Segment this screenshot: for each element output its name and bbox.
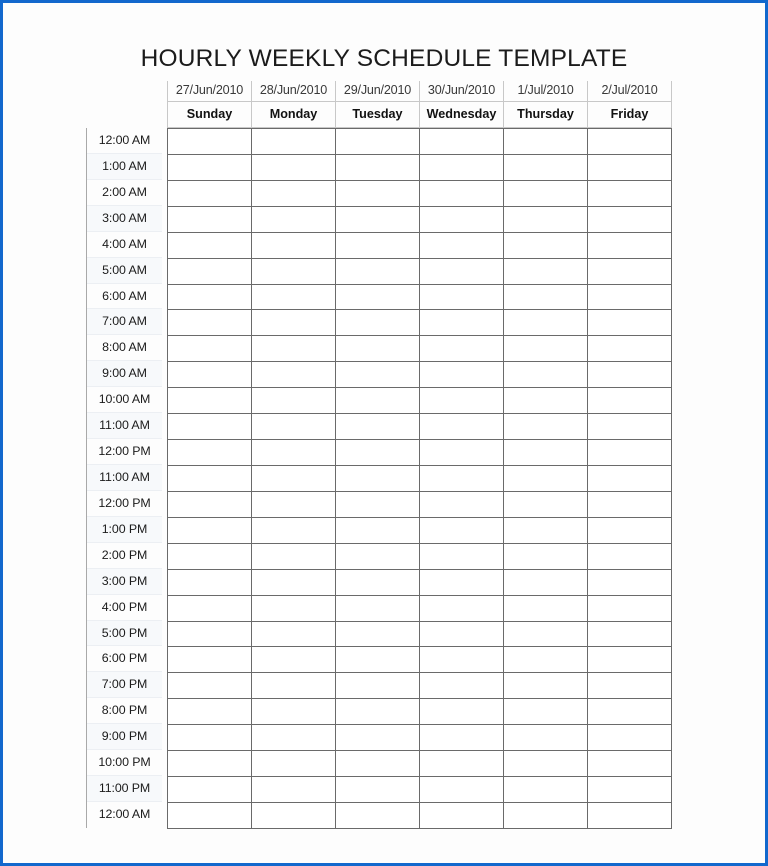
schedule-row: [168, 259, 672, 285]
schedule-cell[interactable]: [504, 181, 588, 207]
schedule-cell[interactable]: [420, 129, 504, 155]
schedule-cell[interactable]: [168, 388, 252, 414]
schedule-cell[interactable]: [168, 699, 252, 725]
schedule-cell[interactable]: [504, 725, 588, 751]
schedule-cell[interactable]: [252, 466, 336, 492]
schedule-cell[interactable]: [252, 544, 336, 570]
time-label: 7:00 AM: [87, 309, 162, 335]
schedule-cell[interactable]: [168, 622, 252, 648]
schedule-cell[interactable]: [336, 777, 420, 803]
date-row-gutter: [86, 81, 162, 102]
schedule-cell[interactable]: [252, 725, 336, 751]
schedule-cell[interactable]: [420, 673, 504, 699]
column-day-monday: Monday: [251, 102, 335, 128]
schedule-cell[interactable]: [420, 803, 504, 829]
schedule-row: [168, 129, 672, 155]
schedule-cell[interactable]: [504, 647, 588, 673]
time-label: 5:00 PM: [87, 621, 162, 647]
time-label: 7:00 PM: [87, 672, 162, 698]
schedule-cell[interactable]: [168, 492, 252, 518]
schedule-row: [168, 310, 672, 336]
schedule-cell[interactable]: [504, 259, 588, 285]
schedule-cell[interactable]: [336, 647, 420, 673]
schedule-row: [168, 751, 672, 777]
schedule-cell[interactable]: [336, 622, 420, 648]
time-label: 1:00 PM: [87, 517, 162, 543]
column-date-thursday: 1/Jul/2010: [503, 81, 587, 102]
schedule-cell[interactable]: [252, 207, 336, 233]
schedule-row: [168, 518, 672, 544]
schedule-cell[interactable]: [420, 388, 504, 414]
schedule-cell[interactable]: [252, 673, 336, 699]
schedule-cell[interactable]: [168, 207, 252, 233]
schedule-cell[interactable]: [336, 492, 420, 518]
schedule-row: [168, 725, 672, 751]
schedule-cell[interactable]: [252, 596, 336, 622]
schedule-row: [168, 647, 672, 673]
schedule-cell[interactable]: [588, 466, 672, 492]
schedule-cell[interactable]: [504, 285, 588, 311]
time-label: 6:00 PM: [87, 646, 162, 672]
time-label: 11:00 PM: [87, 776, 162, 802]
schedule-grid: [167, 128, 672, 829]
schedule-cell[interactable]: [168, 181, 252, 207]
schedule-cell[interactable]: [252, 362, 336, 388]
schedule-cell[interactable]: [588, 414, 672, 440]
column-day-tuesday: Tuesday: [335, 102, 419, 128]
column-date-sunday: 27/Jun/2010: [167, 81, 251, 102]
schedule-cell[interactable]: [588, 777, 672, 803]
schedule-cell[interactable]: [420, 285, 504, 311]
schedule-cell[interactable]: [504, 803, 588, 829]
schedule-cell[interactable]: [168, 362, 252, 388]
schedule-cell[interactable]: [336, 310, 420, 336]
column-day-wednesday: Wednesday: [419, 102, 503, 128]
day-row-gutter: [86, 102, 162, 128]
schedule-row: [168, 570, 672, 596]
schedule-cell[interactable]: [504, 155, 588, 181]
schedule-cell[interactable]: [588, 570, 672, 596]
time-label: 5:00 AM: [87, 258, 162, 284]
schedule-cell[interactable]: [420, 155, 504, 181]
schedule-cell[interactable]: [168, 336, 252, 362]
schedule-cell[interactable]: [252, 492, 336, 518]
schedule-cell[interactable]: [168, 518, 252, 544]
schedule-cell[interactable]: [252, 285, 336, 311]
time-label: 9:00 AM: [87, 361, 162, 387]
schedule-cell[interactable]: [420, 544, 504, 570]
schedule-cell[interactable]: [420, 699, 504, 725]
schedule-cell[interactable]: [336, 570, 420, 596]
time-label: 3:00 PM: [87, 569, 162, 595]
time-label: 2:00 AM: [87, 180, 162, 206]
time-label: 2:00 PM: [87, 543, 162, 569]
time-label: 10:00 PM: [87, 750, 162, 776]
schedule-cell[interactable]: [252, 181, 336, 207]
column-date-monday: 28/Jun/2010: [251, 81, 335, 102]
schedule-cell[interactable]: [588, 181, 672, 207]
schedule-row: [168, 414, 672, 440]
schedule-cell[interactable]: [588, 596, 672, 622]
schedule-cell[interactable]: [420, 570, 504, 596]
schedule-cell[interactable]: [336, 388, 420, 414]
schedule-cell[interactable]: [420, 622, 504, 648]
schedule-cell[interactable]: [504, 777, 588, 803]
schedule-cell[interactable]: [168, 310, 252, 336]
schedule-cell[interactable]: [504, 336, 588, 362]
schedule-cell[interactable]: [336, 336, 420, 362]
time-label: 11:00 AM: [87, 413, 162, 439]
schedule-cell[interactable]: [588, 155, 672, 181]
schedule-cell[interactable]: [420, 518, 504, 544]
schedule-cell[interactable]: [336, 259, 420, 285]
schedule-cell[interactable]: [420, 751, 504, 777]
time-label: 12:00 AM: [87, 128, 162, 154]
schedule-cell[interactable]: [504, 699, 588, 725]
schedule-cell[interactable]: [336, 699, 420, 725]
schedule-body: [86, 128, 672, 829]
schedule-cell[interactable]: [588, 699, 672, 725]
schedule-cell[interactable]: [588, 622, 672, 648]
schedule-row: [168, 440, 672, 466]
schedule-cell[interactable]: [504, 207, 588, 233]
column-day-thursday: Thursday: [503, 102, 587, 128]
schedule-cell[interactable]: [504, 570, 588, 596]
schedule-cell[interactable]: [588, 129, 672, 155]
schedule-row: [168, 803, 672, 829]
schedule-cell[interactable]: [420, 336, 504, 362]
schedule-cell[interactable]: [168, 466, 252, 492]
time-label: 1:00 AM: [87, 154, 162, 180]
schedule-cell[interactable]: [252, 803, 336, 829]
schedule-cell[interactable]: [504, 233, 588, 259]
schedule-cell[interactable]: [504, 388, 588, 414]
schedule-cell[interactable]: [420, 181, 504, 207]
schedule-cell[interactable]: [336, 673, 420, 699]
schedule-cell[interactable]: [252, 518, 336, 544]
schedule-cell[interactable]: [336, 129, 420, 155]
schedule-cell[interactable]: [168, 803, 252, 829]
schedule-cell[interactable]: [420, 777, 504, 803]
date-header-row: [86, 81, 672, 102]
schedule-cell[interactable]: [504, 544, 588, 570]
column-date-tuesday: 29/Jun/2010: [335, 81, 419, 102]
schedule-cell[interactable]: [168, 544, 252, 570]
schedule-row: [168, 233, 672, 259]
schedule-cell[interactable]: [420, 466, 504, 492]
schedule-cell[interactable]: [168, 777, 252, 803]
schedule-cell[interactable]: [588, 336, 672, 362]
schedule-cell[interactable]: [168, 570, 252, 596]
schedule-cell[interactable]: [588, 362, 672, 388]
time-label: 12:00 AM: [87, 802, 162, 828]
schedule-cell[interactable]: [252, 414, 336, 440]
schedule-row: [168, 673, 672, 699]
schedule-cell[interactable]: [168, 673, 252, 699]
schedule-cell[interactable]: [168, 647, 252, 673]
schedule-cell[interactable]: [252, 310, 336, 336]
schedule-cell[interactable]: [168, 259, 252, 285]
schedule-cell[interactable]: [504, 440, 588, 466]
schedule-cell[interactable]: [504, 310, 588, 336]
time-label: 11:00 AM: [87, 465, 162, 491]
schedule-cell[interactable]: [336, 544, 420, 570]
schedule-cell[interactable]: [420, 492, 504, 518]
schedule-cell[interactable]: [420, 725, 504, 751]
schedule-cell[interactable]: [252, 336, 336, 362]
schedule-cell[interactable]: [420, 259, 504, 285]
schedule-cell[interactable]: [252, 647, 336, 673]
schedule-row: [168, 336, 672, 362]
schedule-cell[interactable]: [588, 285, 672, 311]
day-header-cells: [167, 102, 672, 128]
schedule-cell[interactable]: [588, 518, 672, 544]
schedule-cell[interactable]: [588, 647, 672, 673]
schedule-cell[interactable]: [420, 207, 504, 233]
column-day-sunday: Sunday: [167, 102, 251, 128]
schedule-cell[interactable]: [588, 751, 672, 777]
time-label: 4:00 AM: [87, 232, 162, 258]
schedule-cell[interactable]: [252, 259, 336, 285]
schedule-cell[interactable]: [252, 570, 336, 596]
schedule-cell[interactable]: [336, 233, 420, 259]
schedule-row: [168, 622, 672, 648]
schedule-cell[interactable]: [336, 414, 420, 440]
schedule-cell[interactable]: [168, 440, 252, 466]
time-label: 3:00 AM: [87, 206, 162, 232]
time-label: 8:00 PM: [87, 698, 162, 724]
day-header-row: [86, 102, 672, 128]
column-date-wednesday: 30/Jun/2010: [419, 81, 503, 102]
time-label: 12:00 PM: [87, 491, 162, 517]
schedule-cell[interactable]: [336, 155, 420, 181]
schedule-table: [86, 81, 672, 829]
date-header-cells: [167, 81, 672, 102]
schedule-cell[interactable]: [504, 466, 588, 492]
schedule-cell[interactable]: [420, 647, 504, 673]
schedule-row: [168, 207, 672, 233]
time-column: [86, 128, 162, 828]
schedule-row: [168, 492, 672, 518]
schedule-cell[interactable]: [504, 518, 588, 544]
schedule-cell[interactable]: [588, 492, 672, 518]
schedule-cell[interactable]: [504, 596, 588, 622]
schedule-cell[interactable]: [504, 414, 588, 440]
schedule-cell[interactable]: [336, 725, 420, 751]
schedule-row: [168, 777, 672, 803]
time-label: 8:00 AM: [87, 335, 162, 361]
schedule-cell[interactable]: [168, 285, 252, 311]
schedule-cell[interactable]: [252, 155, 336, 181]
schedule-cell[interactable]: [588, 233, 672, 259]
schedule-cell[interactable]: [336, 285, 420, 311]
time-label: 9:00 PM: [87, 724, 162, 750]
schedule-cell[interactable]: [168, 155, 252, 181]
schedule-row: [168, 466, 672, 492]
schedule-cell[interactable]: [336, 803, 420, 829]
schedule-cell[interactable]: [168, 751, 252, 777]
schedule-cell[interactable]: [336, 440, 420, 466]
schedule-cell[interactable]: [420, 310, 504, 336]
schedule-cell[interactable]: [588, 725, 672, 751]
schedule-cell[interactable]: [168, 414, 252, 440]
schedule-cell[interactable]: [168, 725, 252, 751]
schedule-cell[interactable]: [252, 622, 336, 648]
schedule-cell[interactable]: [336, 596, 420, 622]
schedule-cell[interactable]: [504, 673, 588, 699]
schedule-cell[interactable]: [504, 129, 588, 155]
schedule-cell[interactable]: [420, 596, 504, 622]
schedule-cell[interactable]: [336, 207, 420, 233]
schedule-cell[interactable]: [252, 388, 336, 414]
schedule-cell[interactable]: [588, 388, 672, 414]
schedule-cell[interactable]: [588, 440, 672, 466]
schedule-cell[interactable]: [504, 751, 588, 777]
schedule-cell[interactable]: [168, 129, 252, 155]
schedule-cell[interactable]: [252, 699, 336, 725]
schedule-cell[interactable]: [252, 777, 336, 803]
schedule-row: [168, 388, 672, 414]
time-label: 10:00 AM: [87, 387, 162, 413]
schedule-cell[interactable]: [504, 622, 588, 648]
schedule-cell[interactable]: [252, 751, 336, 777]
column-day-friday: Friday: [587, 102, 672, 128]
schedule-cell[interactable]: [588, 673, 672, 699]
time-label: 12:00 PM: [87, 439, 162, 465]
schedule-cell[interactable]: [420, 362, 504, 388]
column-date-friday: 2/Jul/2010: [587, 81, 672, 102]
schedule-row: [168, 544, 672, 570]
schedule-cell[interactable]: [336, 181, 420, 207]
schedule-cell[interactable]: [168, 233, 252, 259]
schedule-cell[interactable]: [504, 492, 588, 518]
schedule-cell[interactable]: [168, 596, 252, 622]
schedule-cell[interactable]: [420, 440, 504, 466]
schedule-cell[interactable]: [420, 233, 504, 259]
schedule-row: [168, 362, 672, 388]
schedule-cell[interactable]: [588, 803, 672, 829]
schedule-cell[interactable]: [588, 310, 672, 336]
schedule-row: [168, 699, 672, 725]
schedule-cell[interactable]: [252, 233, 336, 259]
schedule-cell[interactable]: [336, 751, 420, 777]
schedule-row: [168, 181, 672, 207]
schedule-cell[interactable]: [336, 518, 420, 544]
schedule-cell[interactable]: [588, 259, 672, 285]
page-title: HOURLY WEEKLY SCHEDULE TEMPLATE: [140, 45, 628, 72]
schedule-cell[interactable]: [252, 129, 336, 155]
schedule-row: [168, 596, 672, 622]
schedule-cell[interactable]: [336, 362, 420, 388]
time-label: 4:00 PM: [87, 595, 162, 621]
schedule-row: [168, 285, 672, 311]
schedule-cell[interactable]: [420, 414, 504, 440]
schedule-row: [168, 155, 672, 181]
schedule-cell[interactable]: [588, 544, 672, 570]
schedule-cell[interactable]: [588, 207, 672, 233]
schedule-cell[interactable]: [504, 362, 588, 388]
time-label: 6:00 AM: [87, 284, 162, 310]
schedule-cell[interactable]: [336, 466, 420, 492]
schedule-cell[interactable]: [252, 440, 336, 466]
